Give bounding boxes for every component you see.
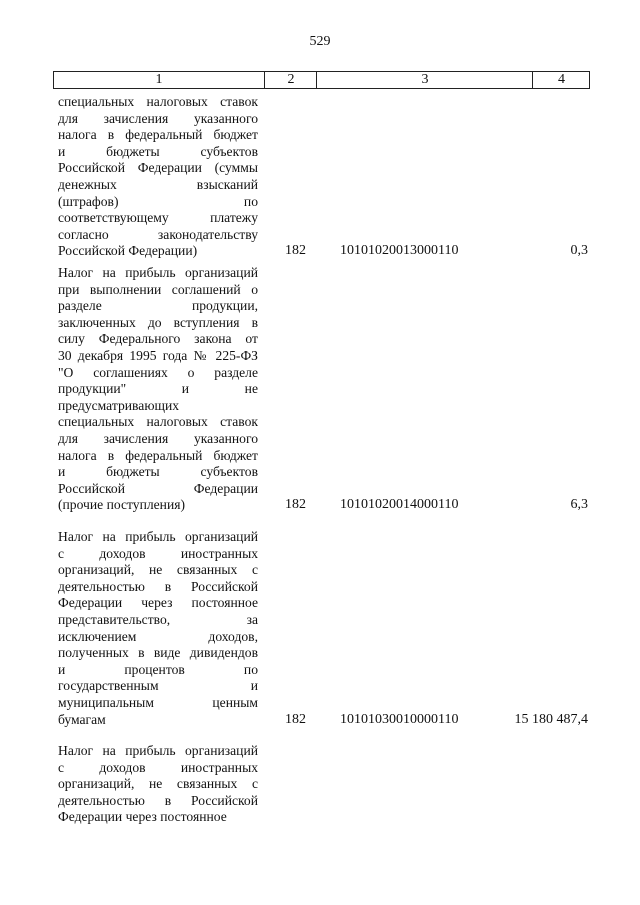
description-line: Федерации через постоянное [58, 595, 258, 611]
description-line: Российской Федерации) [58, 243, 198, 259]
description-line: полученных в виде дивидендов [58, 645, 258, 661]
description-line: государственным и [58, 678, 258, 694]
description-line: для зачисления указанного [58, 110, 258, 126]
description-line: налога в федеральный бюджет [58, 127, 258, 143]
description-line: Налог на прибыль организаций [58, 743, 258, 758]
description-line: организаций, не связанных с [58, 776, 258, 792]
row-code: 182 [285, 711, 306, 727]
description-line: исключением доходов, [58, 628, 258, 644]
description-line: (прочие поступления) [58, 497, 186, 513]
description-line: и процентов по [58, 661, 258, 677]
description-line: муниципальным ценным [58, 694, 258, 710]
description-line: налога в федеральный бюджет [58, 447, 258, 463]
description-line: (штрафов) по [58, 193, 258, 209]
description-line: предусматривающих [58, 397, 180, 413]
description-line: и бюджеты субъектов [58, 464, 258, 480]
description-line: соответствующему платежу [58, 210, 258, 226]
description-line: с доходов иностранных [58, 759, 258, 775]
description-line: согласно законодательству [58, 226, 258, 242]
page-number: 529 [309, 34, 331, 49]
header-col-1: 1 [155, 72, 163, 87]
row-amount: 0,3 [570, 243, 588, 259]
description-line: Российской Федерации (суммы [58, 160, 258, 176]
description-line: представительство, за [58, 611, 258, 627]
description-line: Налог на прибыль организаций [58, 529, 258, 544]
row-code: 182 [285, 497, 306, 513]
row-description [58, 529, 258, 728]
description-line: Федерации через постоянное [58, 809, 227, 825]
table-header [53, 71, 590, 89]
description-line: деятельностью в Российской [58, 578, 258, 594]
description-line: организаций, не связанных с [58, 562, 258, 578]
row-description [58, 743, 258, 826]
description-line: с доходов иностранных [58, 545, 258, 561]
description-line: при выполнении соглашений о [58, 281, 258, 297]
description-line: и бюджеты субъектов [58, 143, 258, 159]
description-line: специальных налоговых ставок [58, 94, 258, 109]
row-kbk: 10101030010000110 [340, 711, 459, 727]
header-col-4: 4 [532, 72, 590, 88]
description-line: Российской Федерации [58, 480, 258, 496]
description-line: деятельностью в Российской [58, 792, 258, 808]
row-kbk: 10101020013000110 [340, 243, 459, 259]
description-line: денежных взысканий [58, 176, 258, 192]
description-line: специальных налоговых ставок [58, 414, 258, 430]
description-line: "О соглашениях о разделе [58, 364, 258, 380]
description-line: заключенных до вступления в [58, 314, 258, 330]
description-line: для зачисления указанного [58, 430, 258, 446]
description-line: продукции" и не [58, 381, 258, 397]
description-line: бумагам [58, 711, 106, 727]
row-code: 182 [285, 243, 306, 259]
header-col-2: 2 [264, 72, 317, 88]
row-amount: 6,3 [570, 497, 588, 513]
description-line: 30 декабря 1995 года № 225-ФЗ [58, 347, 258, 363]
row-description [58, 265, 258, 514]
description-line: Налог на прибыль организаций [58, 265, 258, 280]
header-col-3: 3 [316, 72, 533, 88]
description-line: силу Федерального закона от [58, 331, 258, 347]
row-amount: 15 180 487,4 [514, 711, 588, 727]
row-kbk: 10101020014000110 [340, 497, 459, 513]
row-description [58, 94, 258, 260]
description-line: разделе продукции, [58, 298, 258, 314]
